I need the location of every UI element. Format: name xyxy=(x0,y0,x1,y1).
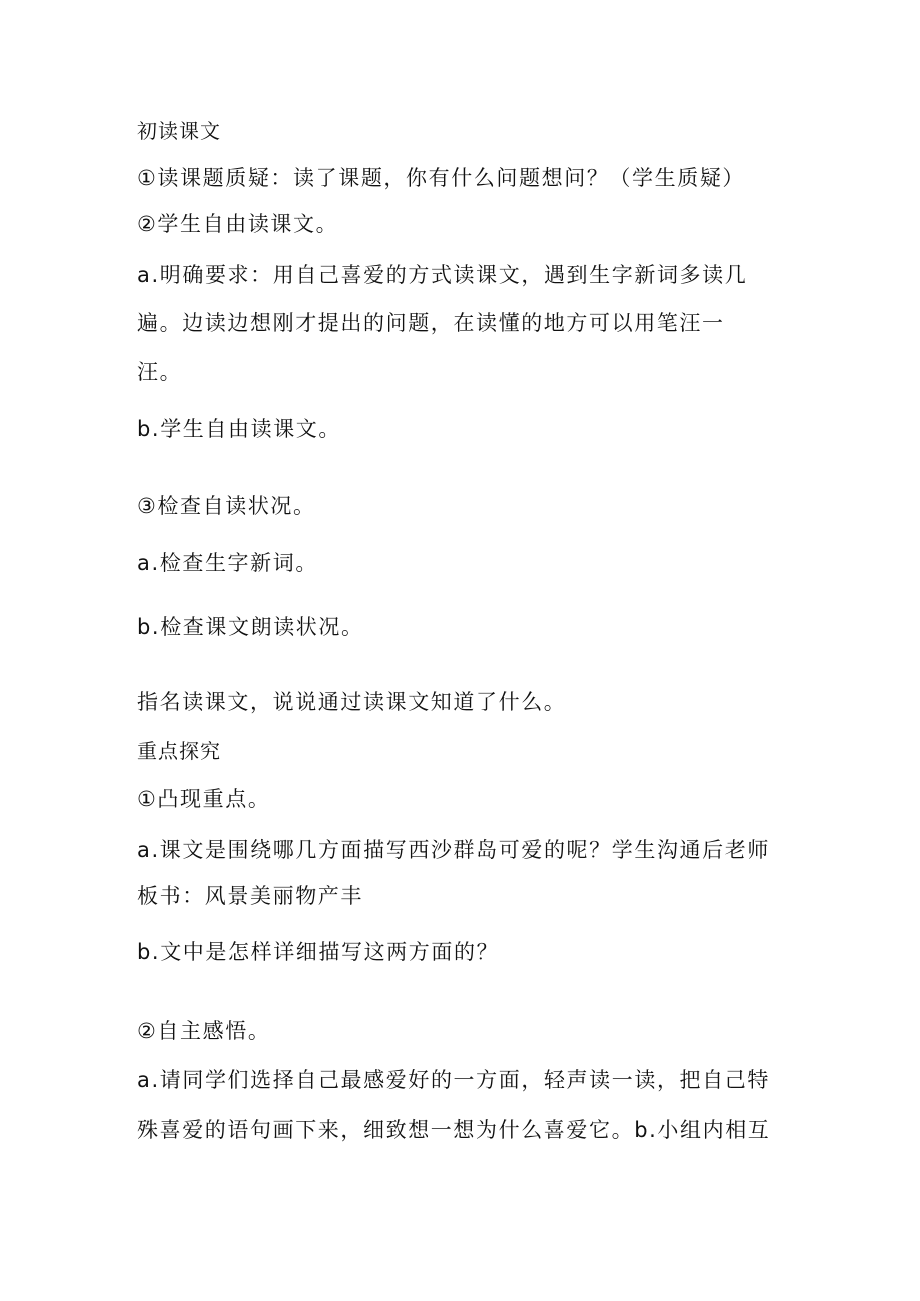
text-line: ①凸现重点。 xyxy=(137,787,271,811)
text-line: 汪。 xyxy=(137,360,183,384)
section-heading-first-reading: 初读课文 xyxy=(137,119,221,143)
text-line: a.明确要求：用自己喜爱的方式读课文，遇到生字新词多读几 xyxy=(137,263,748,287)
text-line: a.检查生字新词。 xyxy=(137,551,318,575)
text-line: 遍。边读边想刚才提出的问题，在读懂的地方可以用笔汪一 xyxy=(137,311,725,335)
text-line: ③检查自读状况。 xyxy=(137,494,316,518)
text-line: 殊喜爱的语句画下来，细致想一想为什么喜爱它。b.小组内相互 xyxy=(137,1118,771,1142)
text-line: ②学生自由读课文。 xyxy=(137,212,339,236)
text-line: 板书：风景美丽物产丰 xyxy=(137,884,363,908)
text-line: b.检查课文朗读状况。 xyxy=(137,615,364,639)
text-line: ②自主感悟。 xyxy=(137,1019,271,1043)
text-line: 指名读课文，说说通过读课文知道了什么。 xyxy=(137,690,567,714)
text-line: ①读课题质疑：读了课题，你有什么问题想问？（学生质疑） xyxy=(137,166,746,190)
text-line: a.课文是围绕哪几方面描写西沙群岛可爱的呢？学生沟通后老师 xyxy=(137,838,770,862)
section-heading-key-exploration: 重点探究 xyxy=(137,739,221,763)
text-line: a.请同学们选择自己最感爱好的一方面，轻声读一读，把自己特 xyxy=(137,1068,770,1092)
text-line: b.文中是怎样详细描写这两方面的？ xyxy=(137,940,500,964)
text-line: b.学生自由读课文。 xyxy=(137,417,342,441)
